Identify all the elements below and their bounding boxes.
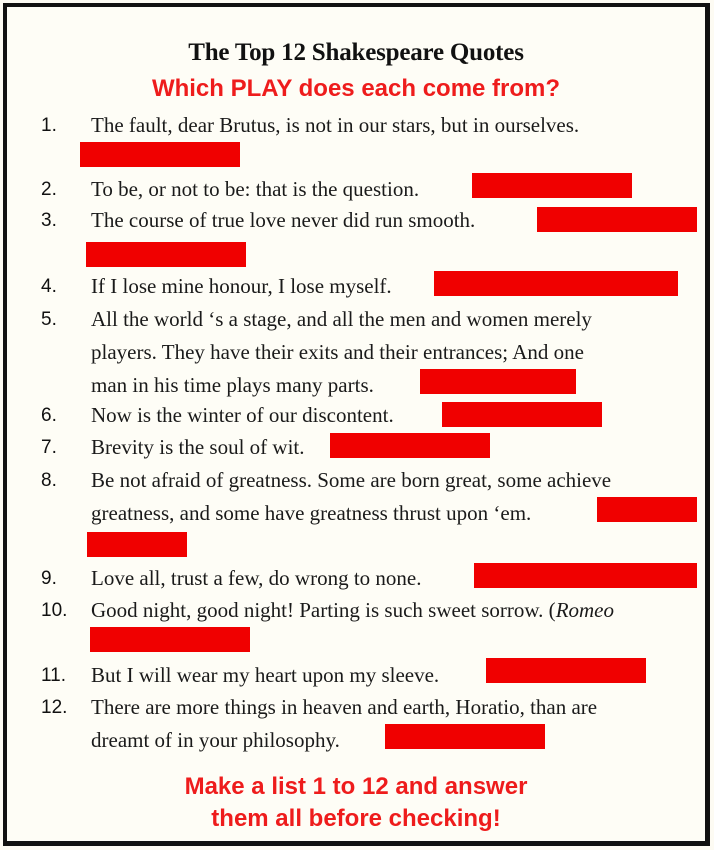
- quote-text: To be, or not to be: that is the question.: [91, 177, 420, 201]
- quote-text: The course of true love never did run smooth.: [91, 208, 476, 232]
- quote-number: 12.: [41, 697, 68, 718]
- answer-redaction: [330, 433, 490, 458]
- answer-redaction: [442, 402, 602, 427]
- quote-text: Brevity is the soul of wit.: [91, 435, 305, 459]
- quote-text: If I lose mine honour, I lose myself.: [91, 274, 392, 298]
- quote-number: 11.: [41, 665, 67, 686]
- quote-text: The fault, dear Brutus, is not in our stars, but in ourselves.: [91, 113, 580, 137]
- quote-text: greatness, and some have greatness thrust upon ‘em.: [91, 501, 532, 525]
- answer-redaction: [385, 724, 545, 749]
- quote-text: [91, 598, 614, 622]
- worksheet: [3, 3, 710, 846]
- quote-text: All the world ‘s a stage, and all the men and women merely: [91, 307, 592, 331]
- page-subtitle: Which PLAY does each come from?: [151, 75, 561, 102]
- answer-redaction: [434, 271, 678, 296]
- instructions-line-1: Make a list 1 to 12 and answer: [184, 773, 528, 800]
- answer-redaction: [80, 142, 240, 167]
- quote-text: But I will wear my heart upon my sleeve.: [91, 663, 440, 687]
- instructions-line-2: them all before checking!: [211, 805, 501, 832]
- quote-number: 3.: [41, 210, 57, 231]
- page-title: The Top 12 Shakespeare Quotes: [188, 39, 524, 66]
- answer-redaction: [420, 369, 576, 394]
- answer-redaction: [474, 563, 697, 588]
- quote-text: Love all, trust a few, do wrong to none.: [91, 566, 422, 590]
- play-hint: Romeo: [555, 598, 615, 622]
- quote-number: 7.: [41, 437, 57, 458]
- quote-number: 10.: [41, 600, 68, 621]
- quote-text: man in his time plays many parts.: [91, 373, 374, 397]
- quote-text-main: Good night, good night! Parting is such sweet sorrow. (: [91, 598, 556, 622]
- answer-redaction: [472, 173, 632, 198]
- answer-redaction: [86, 242, 246, 267]
- quote-text: Now is the winter of our discontent.: [91, 403, 394, 427]
- quote-number: 1.: [41, 115, 57, 136]
- quote-number: 2.: [41, 179, 57, 200]
- quote-text: Be not afraid of greatness. Some are born great, some achieve: [91, 468, 612, 492]
- answer-redaction: [486, 658, 646, 683]
- quote-number: 9.: [41, 568, 57, 589]
- quote-text: players. They have their exits and their entrances; And one: [91, 340, 584, 364]
- quote-number: 5.: [41, 309, 57, 330]
- quote-text: There are more things in heaven and earth, Horatio, than are: [91, 695, 598, 719]
- quote-number: 4.: [41, 276, 57, 297]
- answer-redaction: [87, 532, 187, 557]
- quote-number: 8.: [41, 470, 57, 491]
- answer-redaction: [597, 497, 697, 522]
- answer-redaction: [90, 627, 250, 652]
- quote-number: 6.: [41, 405, 57, 426]
- quote-text: dreamt of in your philosophy.: [91, 728, 340, 752]
- answer-redaction: [537, 207, 697, 232]
